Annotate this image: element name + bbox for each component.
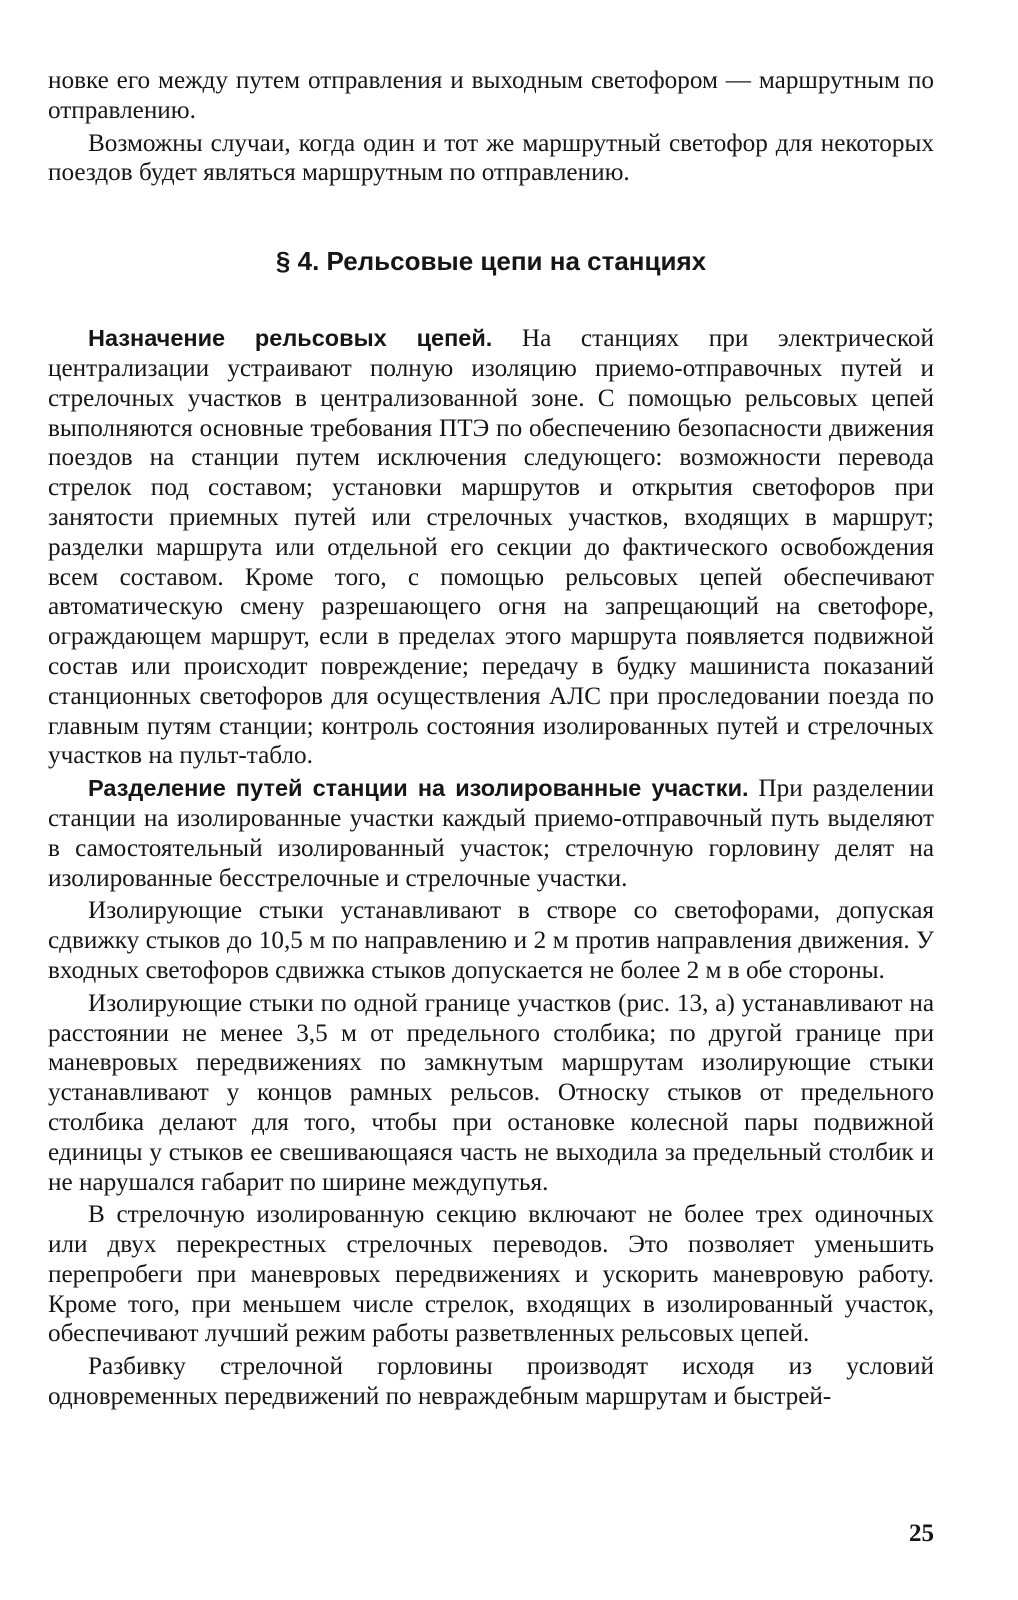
paragraph-joints-boundary: Изолирующие стыки по одной границе участков (рис. 13, а) устанавливают на расстоянии не менее 3,5 м от предельного столбика; по другой границе при маневровых передвижениях по замкнутым маршрутам изолирующие стыки устанавливают у концов рамных рельсов. Относку стыков от предельного столбика делают для того, чтобы при остановке колесной пары подвижной единицы у стыков ее свешивающаяся часть не выходила за предельный столбик и не нарушался габарит по ширине междупутья.: [48, 989, 934, 1196]
page-body: [48, 66, 934, 1412]
paragraph-switch-section: В стрелочную изолированную секцию включают не более трех одиночных или двух перекрестных стрелочных переводов. Это позволяет уменьшить перепробеги при маневровых передвижениях и ускорить маневровую работу. Кроме того, при меньшем числе стрелок, входящих в изолированный участок, обеспечивают лучший режим работы разветвленных рельсовых цепей.: [48, 1201, 934, 1348]
paragraph-division-text: При разделении станции на изолированные участки каждый приемо-отправочный путь выделяют в самостоятельный изолированный участок; стрелочную горловину делят на изолированные бесстрелочные и стрелочные участки.: [48, 775, 934, 892]
run-in-heading-purpose: Назначение рельсовых цепей.: [88, 325, 493, 352]
paragraph-joints-signals: Изолирующие стыки устанавливают в створе со светофорами, допуская сдвижку стыков до 10,5 м по направлению и 2 м против направления движения. У входных светофоров сдвижка стыков допускается не более 2 м в обе стороны.: [48, 897, 934, 984]
run-in-heading-division: Разделение путей станции на изолированные участки.: [88, 775, 749, 802]
section-title: § 4. Рельсовые цепи на станциях: [275, 246, 707, 277]
paragraph-purpose-text: На станциях при электрической централизации устраивают полную изоляцию приемо-отправочных путей и стрелочных участков в централизованной зоне. С помощью рельсовых цепей выполняются основные требования ПТЭ по обеспечению безопасности движения поездов на станции путем исключения следующего: возможности перевода стрелок под составом; установки маршрутов и открытия светофоров при занятости приемных путей или стрелочных участков, входящих в маршрут; разделки маршрута или отдельной его секции до фактического освобождения всем составом. Кроме того, с помощью рельсовых цепей обеспечивают автоматическую смену разрешающего огня на запрещающий на светофоре, ограждающем маршрут, если в пределах этого маршрута появляется подвижной состав или происходит повреждение; передачу в будку машиниста показаний станционных светофоров для осуществления АЛС при проследовании поезда по главным путям станции; контроль состояния изолированных путей и стрелочных участков на пульт-табло.: [48, 325, 934, 770]
paragraph-purpose: [48, 324, 934, 771]
paragraph-route-signal: Возможны случаи, когда один и тот же маршрутный светофор для некоторых поездов будет являться маршрутным по отправлению.: [48, 129, 934, 187]
page-number: 25: [909, 1520, 934, 1547]
paragraph-continuation: новке его между путем отправления и выходным светофором — маршрутным по отправлению.: [48, 67, 934, 124]
paragraph-throat-breakdown: Разбивку стрелочной горловины производят исходя из условий одновременных передвижений по невраждебным маршрутам и быстрей-: [48, 1353, 934, 1411]
paragraph-division: [48, 774, 934, 893]
